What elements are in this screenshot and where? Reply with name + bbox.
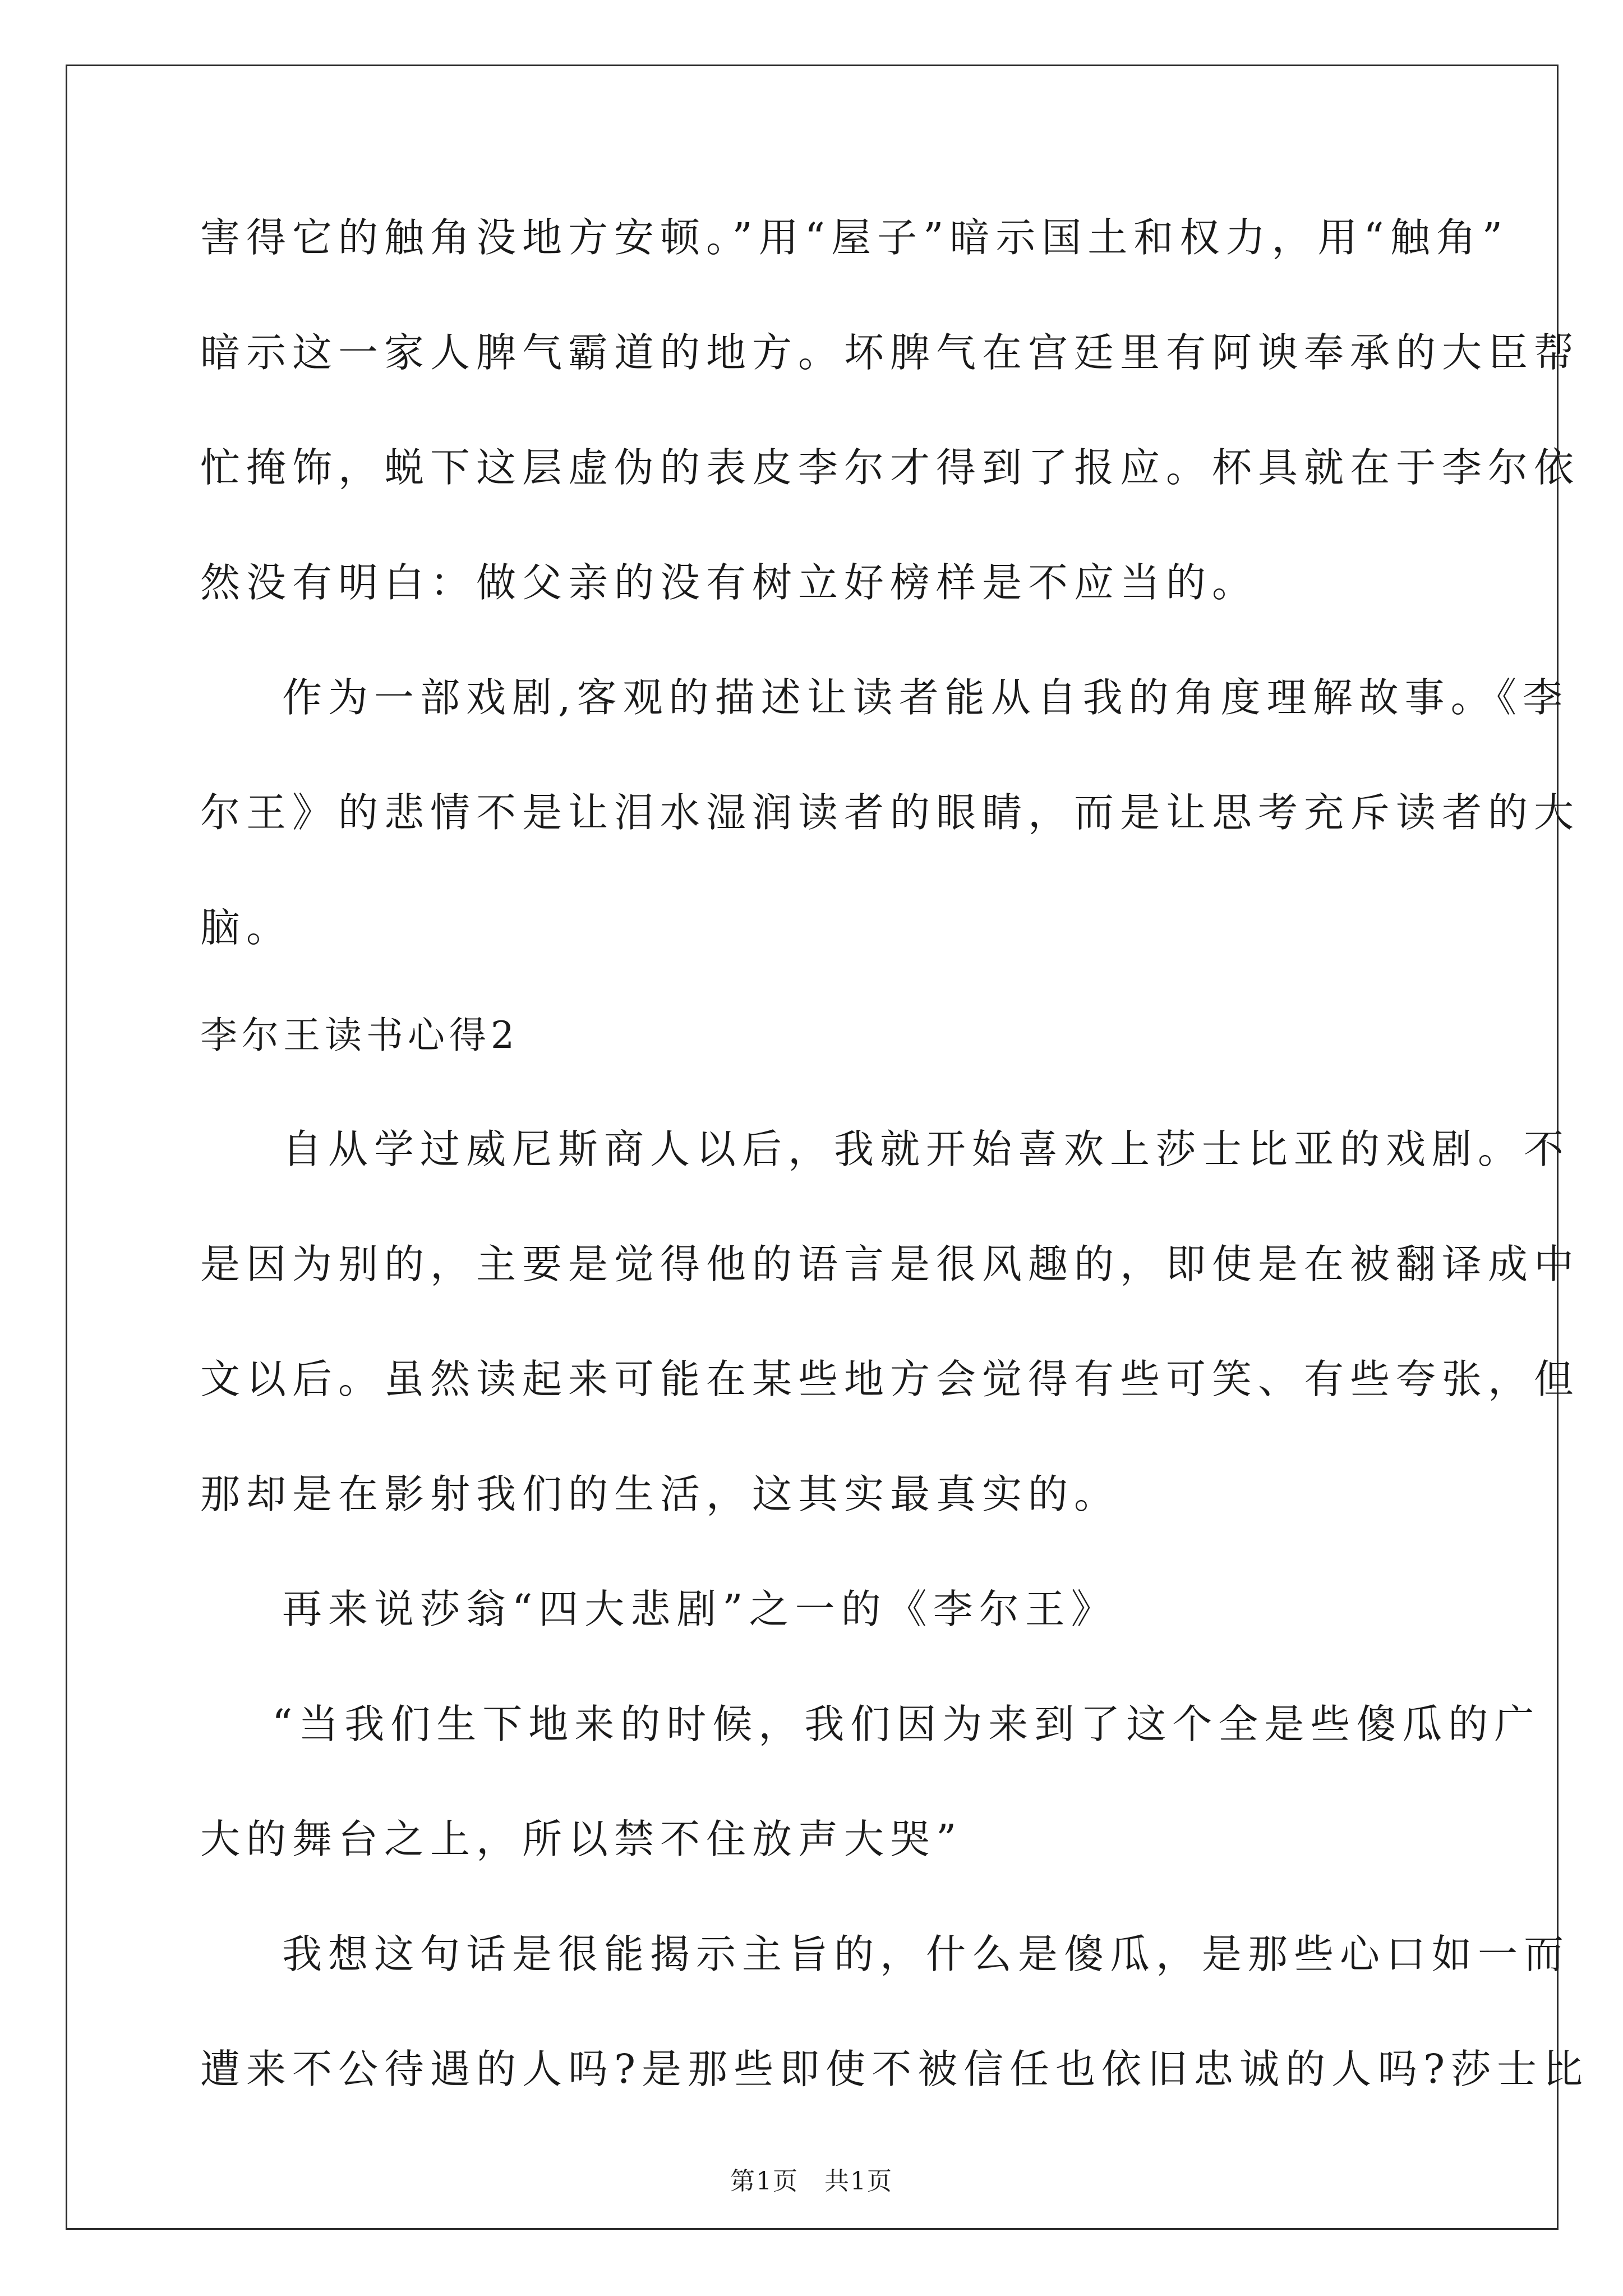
paragraph-line: 遭来不公待遇的人吗?是那些即使不被信任也依旧忠诚的人吗?莎士比 bbox=[200, 2046, 1589, 2092]
paragraph-line: 暗示这一家人脾气霸道的地方。坏脾气在宫廷里有阿谀奉承的大臣帮 bbox=[200, 329, 1580, 376]
paragraph-line: 那却是在影射我们的生活，这其实最真实的。 bbox=[200, 1471, 1121, 1517]
paragraph-line: 脑。 bbox=[200, 904, 293, 951]
paragraph-line: 害得它的触角没地方安顿。”用“屋子”暗示国土和权力，用“触角” bbox=[200, 214, 1509, 261]
paragraph-line: 自从学过威尼斯商人以后，我就开始喜欢上莎士比亚的戏剧。不 bbox=[282, 1126, 1570, 1172]
paragraph-line: 我想这句话是很能揭示主旨的，什么是傻瓜，是那些心口如一而 bbox=[282, 1931, 1570, 1977]
page-footer: 第1页 共1页 bbox=[730, 2167, 893, 2196]
paragraph-line: 作为一部戏剧,客观的描述让读者能从自我的角度理解故事。《李 bbox=[282, 674, 1569, 721]
paragraph-line: “当我们生下地来的时候，我们因为来到了这个全是些傻瓜的广 bbox=[272, 1701, 1541, 1747]
paragraph-line: 大的舞台之上，所以禁不住放声大哭” bbox=[200, 1816, 963, 1862]
paragraph-line: 尔王》的悲情不是让泪水湿润读者的眼睛，而是让思考充斥读者的大 bbox=[200, 789, 1580, 836]
paragraph-line: 忙掩饰，蜕下这层虚伪的表皮李尔才得到了报应。杯具就在于李尔依 bbox=[200, 444, 1580, 491]
paragraph-line: 文以后。虽然读起来可能在某些地方会觉得有些可笑、有些夸张，但 bbox=[200, 1356, 1580, 1402]
section-heading: 李尔王读书心得2 bbox=[200, 1014, 519, 1057]
paragraph-line: 再来说莎翁“四大悲剧”之一的《李尔王》 bbox=[282, 1586, 1117, 1632]
paragraph-line: 然没有明白：做父亲的没有树立好榜样是不应当的。 bbox=[200, 559, 1258, 606]
paragraph-line: 是因为别的，主要是觉得他的语言是很风趣的，即使是在被翻译成中 bbox=[200, 1241, 1580, 1287]
